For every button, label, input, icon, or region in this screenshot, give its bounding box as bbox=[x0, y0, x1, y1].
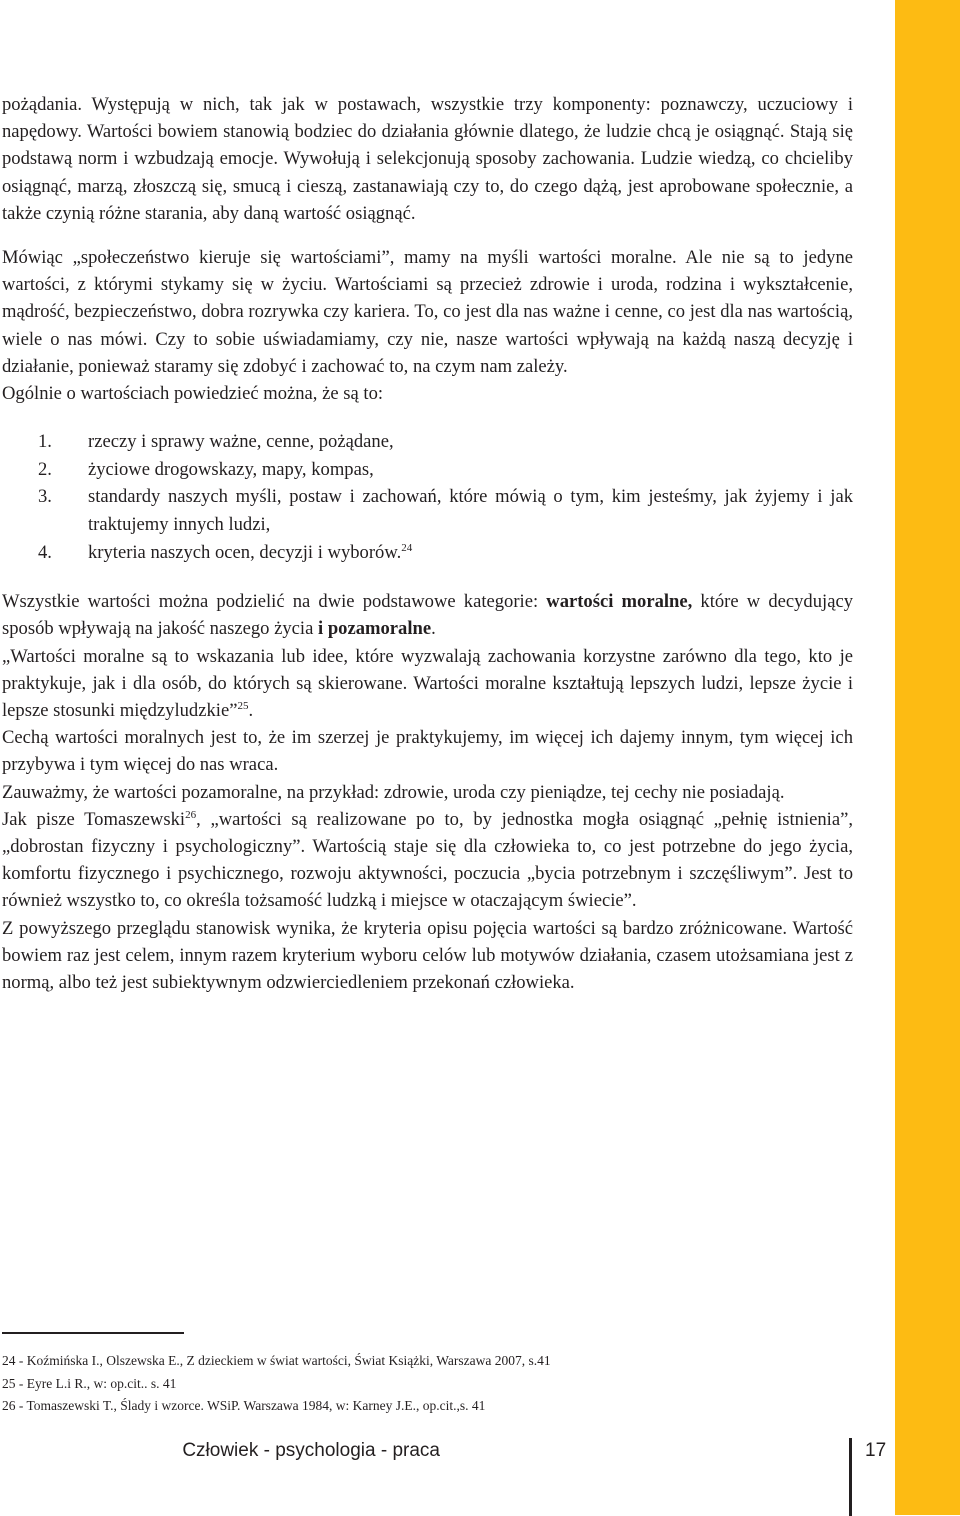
list-text: życiowe drogowskazy, mapy, kompas, bbox=[88, 458, 374, 480]
list-text: kryteria naszych ocen, decyzji i wyborów. bbox=[88, 541, 402, 563]
bold-term: wartości moralne, bbox=[546, 591, 693, 613]
paragraph: „Wartości moralne są to wskazania lub idee, które wyzwalają zachowania korzystne zarówno dla tego, kto je praktykuje, jak i dla osób, do których są skierowane. Wartości moralne kształtują lepszych ludzi, lepsze życie i lepsze stosunki międzyludzkie”$^{25}$. bbox=[2, 645, 853, 722]
footnote: 25 - Eyre L.i R., w: op.cit.. s. 41 bbox=[2, 1375, 177, 1391]
accent-side-bar bbox=[895, 0, 960, 1515]
list-number: 3. bbox=[38, 486, 52, 508]
paragraph: Wszystkie wartości można podzielić na dwie podstawowe kategorie: wartości moralne, które w decydujący sposób wpływają na jakość naszego życia i pozamoralne. bbox=[2, 591, 853, 640]
footnote-ref: 24 bbox=[401, 541, 413, 554]
list-item bbox=[2, 428, 853, 456]
footnote-ref: 26 bbox=[185, 808, 197, 821]
values-list bbox=[2, 428, 853, 566]
list-text: rzeczy i sprawy ważne, cenne, pożądane, bbox=[88, 431, 394, 453]
footnote-separator bbox=[2, 1332, 184, 1334]
list-item bbox=[2, 539, 853, 567]
list-text: standardy naszych myśli, postaw i zachowań, które mówią o tym, kim jesteśmy, jak żyjemy i jak traktujemy innych ludzi, bbox=[88, 486, 853, 536]
paragraph: Mówiąc „społeczeństwo kieruje się wartościami”, mamy na myśli wartości moralne. Ale nie są to jedyne wartości, z którymi stykamy się w życiu. Wartościami są przecież zdrowie i uroda, rodzina i wykształcenie, mądrość, bezpieczeństwo, dobra rozrywka czy kariera. To, co jest dla nas ważne i cenne, co jest dla nas wartością, wiele o nas mówi. Czy to sobie uświadamiamy, czy nie, nasze wartości wpływają na każdą naszą decyzję i działanie, ponieważ staramy się zdobyć i zachować to, na czym nam zależy. bbox=[2, 247, 853, 377]
paragraph: Jak pisze Tomaszewski$^{26}$, „wartości są realizowane po to, by jednostka mogła osiągnąć „pełnię istnienia”, „dobrostan fizyczny i psychologiczny”. Wartością staje się dla człowieka to, co jest potrzebne do jego życia, komfortu fizycznego i psychicznego, rozwoju aktywności, poczucia „bycia potrzebnym i szczęśliwym”. Jest to również wszystko to, co określa tożsamość ludzką i miejsce w otaczającym świecie”. bbox=[2, 808, 853, 912]
footnote: 24 - Koźmińska I., Olszewska E., Z dzieckiem w świat wartości, Świat Książki, Warszawa 2007, s.41 bbox=[2, 1353, 551, 1368]
main-text bbox=[2, 91, 853, 996]
list-number: 4. bbox=[38, 541, 52, 563]
paragraph: pożądania. Występują w nich, tak jak w postawach, wszystkie trzy komponenty: poznawczy, uczuciowy i napędowy. Wartości bowiem stanowią bodziec do działania głównie dlatego, że ludzie chcą je osiągnąć. Stają się podstawą norm i wzbudzają emocje. Wywołują i selekcjonują sposoby zachowania. Ludzie wiedzą, co chcieliby osiągnąć, marzą, złoszczą się, smucą i cieszą, zastanawiają czy to, do czego dążą, jest aprobowane społecznie, a także czynią różne starania, aby daną wartość osiągnąć. bbox=[2, 94, 853, 224]
footer-divider bbox=[849, 1438, 852, 1516]
list-number: 2. bbox=[38, 458, 52, 480]
bold-term: i pozamoralne bbox=[318, 618, 432, 640]
footnote-ref: 25 bbox=[237, 699, 249, 712]
footnote: 26 - Tomaszewski T., Ślady i wzorce. WSiP. Warszawa 1984, w: Karney J.E., op.cit.,s. 41 bbox=[2, 1398, 486, 1414]
footnotes bbox=[2, 1350, 702, 1418]
list-number: 1. bbox=[38, 431, 52, 453]
list-item bbox=[2, 456, 853, 484]
paragraph: Ogólnie o wartościach powiedzieć można, że są to: bbox=[2, 383, 384, 405]
paragraph: Cechą wartości moralnych jest to, że im szerzej je praktykujemy, im więcej ich dajemy innym, tym więcej ich przybywa i tym więcej do nas wraca. bbox=[2, 727, 853, 776]
book-title: Człowiek - psychologia - praca bbox=[182, 1440, 440, 1461]
page-number: 17 bbox=[865, 1440, 887, 1461]
paragraph: Zauważmy, że wartości pozamoralne, na przykład: zdrowie, uroda czy pieniądze, tej cechy nie posiadają. bbox=[2, 781, 785, 803]
paragraph: Z powyższego przeglądu stanowisk wynika, że kryteria opisu pojęcia wartości są bardzo zróżnicowane. Wartość bowiem raz jest celem, innym razem kryterium wyboru celów lub motywów działania, czasem utożsamiana jest z normą, albo też jest subiektywnym odzwierciedleniem przekonań człowieka. bbox=[2, 917, 853, 994]
list-item bbox=[2, 483, 853, 538]
